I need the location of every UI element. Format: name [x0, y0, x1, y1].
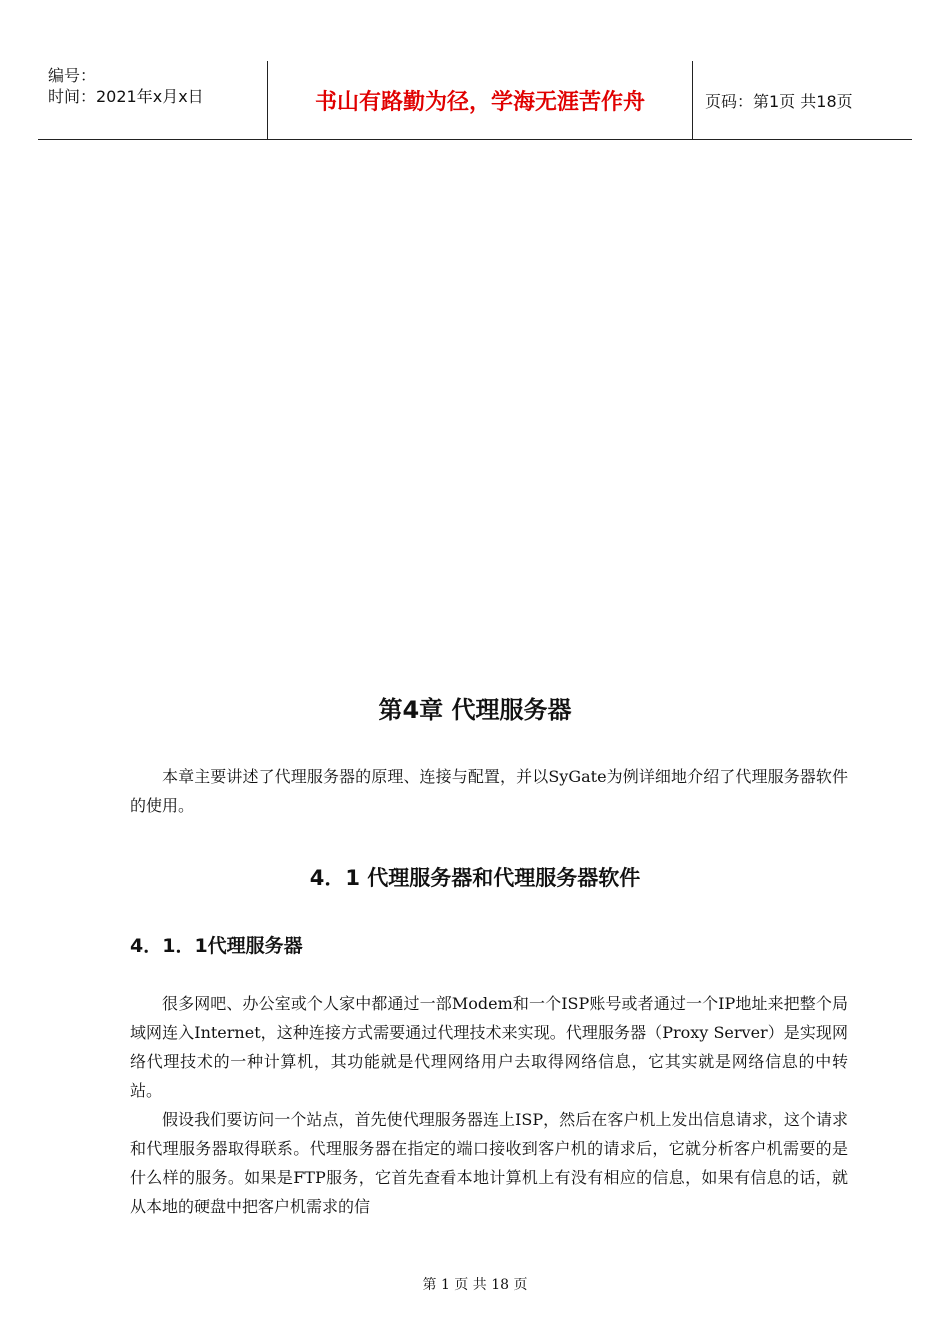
header-page-info: 页码：第1页 共18页	[705, 91, 853, 111]
section-title: 4．1 代理服务器和代理服务器软件	[309, 866, 641, 890]
number-label: 编号：	[48, 66, 97, 85]
subsection-title: 4．1．1代理服务器	[130, 935, 303, 957]
page-header	[38, 61, 912, 140]
header-motto: 书山有路勤为径，学海无涯苦作舟	[267, 61, 693, 139]
time-label: 时间：2021年x月x日	[48, 87, 204, 106]
chapter-title: 第4章 代理服务器	[378, 696, 572, 724]
page-footer: 第 1 页 共 18 页	[422, 1277, 528, 1293]
body-paragraph-2: 假设我们要访问一个站点，首先使代理服务器连上ISP，然后在客户机上发出信息请求，这个请求和代理服务器取得联系。代理服务器在指定的端口接收到客户机的请求后，它就分析客户机需要的是什么样的服务。如果是FTP服务，它首先查看本地计算机上有没有相应的信息，如果有信息的话，就从本地的硬盘中把客户机需求的信	[130, 1110, 848, 1216]
body-paragraph-1: 很多网吧、办公室或个人家中都通过一部Modem和一个ISP账号或者通过一个IP地址来把整个局域网连入Internet，这种连接方式需要通过代理技术来实现。代理服务器（Proxy Server）是实现网络代理技术的一种计算机，其功能就是代理网络用户去取得网络信息，它其实就是网络信息的中转站。	[130, 994, 848, 1100]
header-meta	[38, 61, 267, 139]
intro-paragraph: 本章主要讲述了代理服务器的原理、连接与配置，并以SyGate为例详细地介绍了代理服务器软件的使用。	[130, 767, 848, 815]
